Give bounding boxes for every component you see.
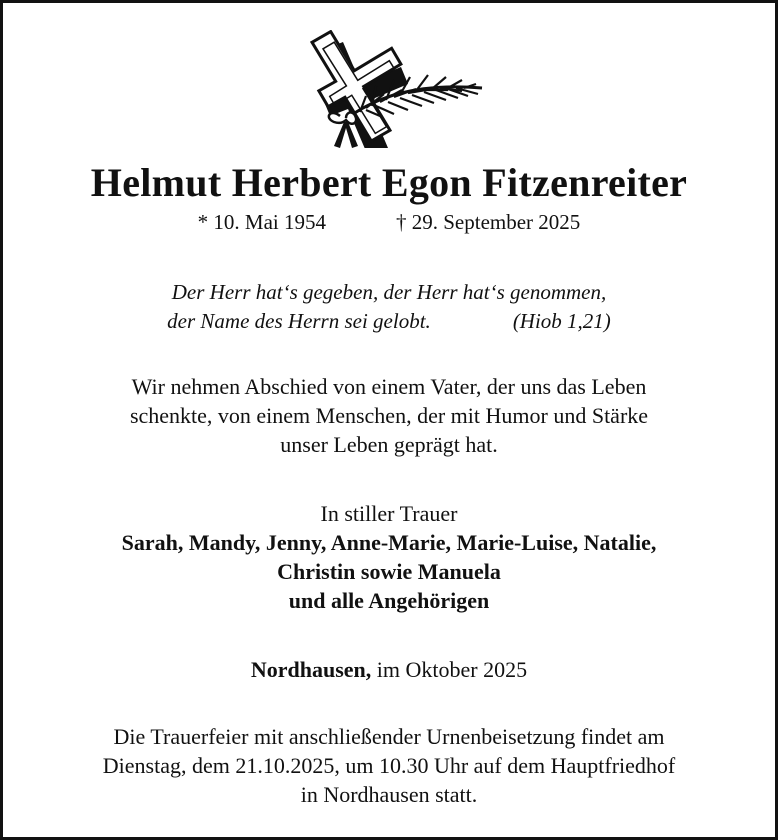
quote-reference: (Hiob 1,21) (512, 309, 611, 333)
mourners-section (0, 499, 778, 615)
farewell-line: unser Leben geprägt hat. (280, 432, 498, 457)
cross-with-palm-branch-icon (300, 30, 490, 148)
service-line: Die Trauerfeier mit anschließender Urnenbeisetzung findet am (113, 724, 665, 749)
mourners-line: Christin sowie Manuela (277, 559, 501, 584)
deceased-name: Helmut Herbert Egon Fitzenreiter (90, 160, 688, 205)
place-and-date (0, 655, 778, 684)
bible-quote (0, 278, 778, 336)
service-line: Dienstag, dem 21.10.2025, um 10.30 Uhr auf dem Hauptfriedhof (102, 753, 676, 778)
place-city: Nordhausen, (250, 657, 372, 682)
place-date: im Oktober 2025 (376, 657, 528, 682)
funeral-service-info (0, 722, 778, 809)
mourners-intro: In stiller Trauer (320, 501, 458, 526)
life-dates (0, 208, 778, 236)
farewell-line: schenkte, von einem Menschen, der mit Humor und Stärke (129, 403, 649, 428)
service-line: in Nordhausen statt. (300, 782, 478, 807)
farewell-text (0, 372, 778, 459)
farewell-line: Wir nehmen Abschied von einem Vater, der uns das Leben (131, 374, 647, 399)
quote-line: der Name des Herrn sei gelobt. (167, 309, 431, 333)
quote-line: Der Herr hat‘s gegeben, der Herr hat‘s genommen, (171, 280, 607, 304)
mourners-line: und alle Angehörigen (288, 588, 490, 613)
death-date: † 29. September 2025 (396, 210, 581, 234)
birth-date: * 10. Mai 1954 (197, 210, 326, 234)
mourners-line: Sarah, Mandy, Jenny, Anne-Marie, Marie-Luise, Natalie, (121, 530, 657, 555)
